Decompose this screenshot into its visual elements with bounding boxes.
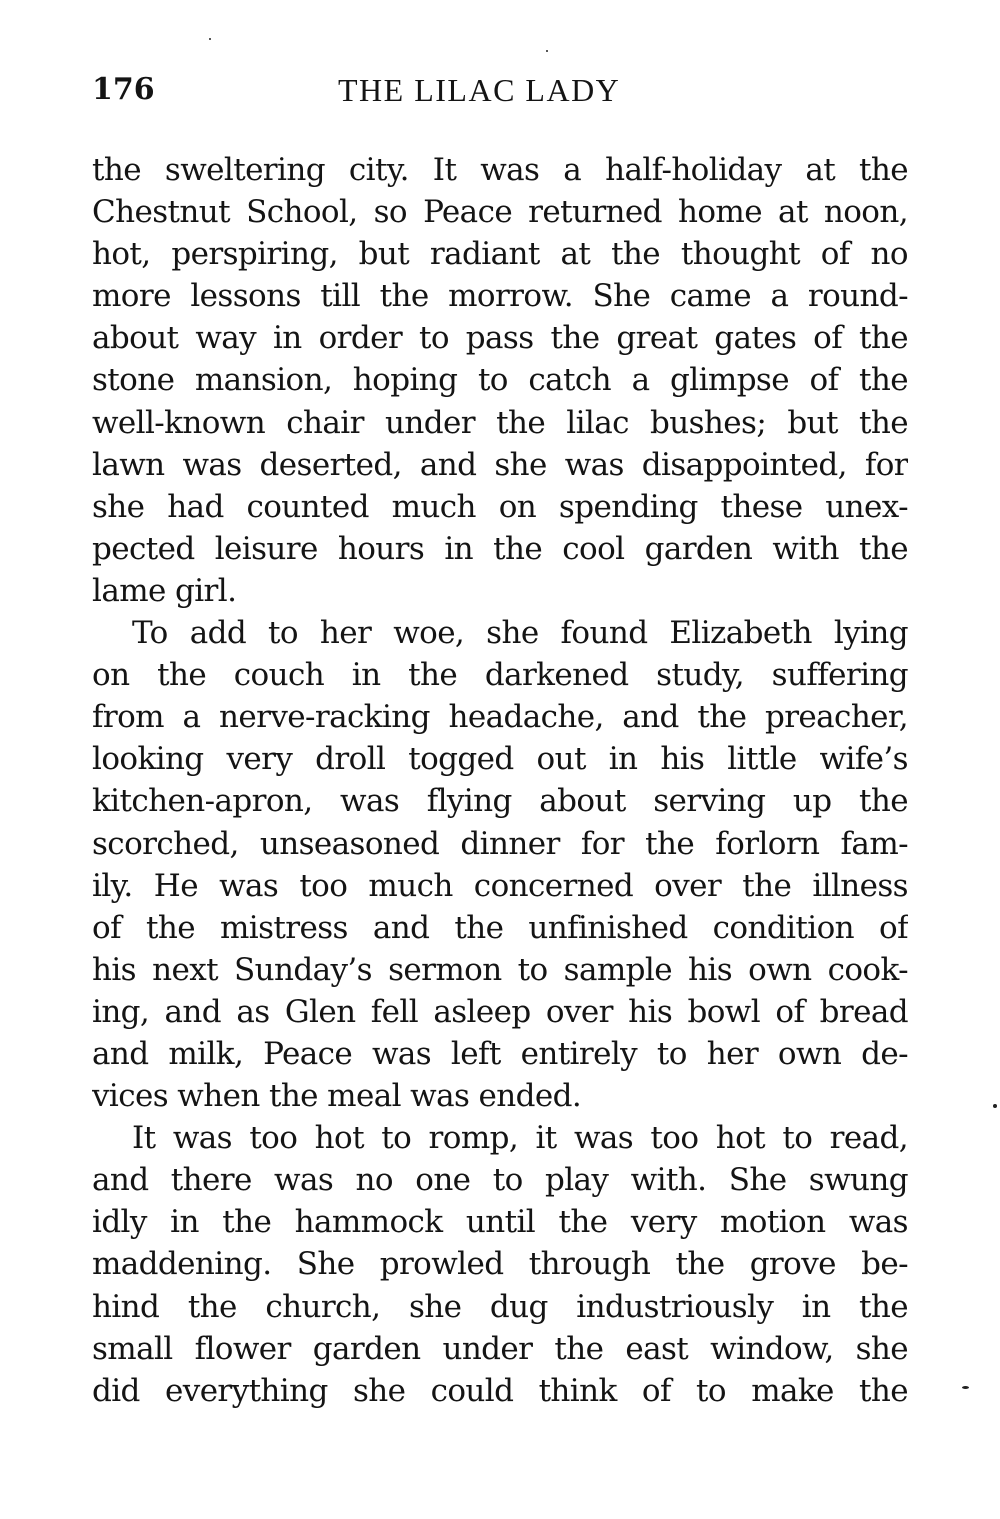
text-line: pected leisure hours in the cool garden with the bbox=[92, 530, 908, 567]
text-line: and there was no one to play with. She swung bbox=[92, 1162, 908, 1199]
text-line: and milk, Peace was left entirely to her own de- bbox=[92, 1035, 908, 1072]
text-line: maddening. She prowled through the grove be- bbox=[92, 1246, 908, 1283]
text-line: Chestnut School, so Peace returned home at noon, bbox=[92, 194, 908, 231]
text-line: stone mansion, hoping to catch a glimpse of the bbox=[92, 362, 908, 399]
text-line: hind the church, she dug industriously in the bbox=[92, 1288, 908, 1325]
text-line: of the mistress and the unfinished condition of bbox=[92, 909, 908, 946]
text-line: the sweltering city. It was a half-holiday at the bbox=[92, 152, 908, 188]
paragraph-end-line: vices when the meal was ended. bbox=[92, 1078, 582, 1115]
text-line: lawn was deserted, and she was disappointed, for bbox=[92, 446, 908, 483]
text-line: his next Sunday’s sermon to sample his own cook- bbox=[92, 951, 908, 988]
scan-speck bbox=[993, 1104, 997, 1108]
text-line: looking very droll togged out in his little wife’s bbox=[92, 741, 908, 778]
text-line: about way in order to pass the great gates of the bbox=[92, 320, 908, 357]
paragraph-start-line: It was too hot to romp, it was too hot to read, bbox=[132, 1120, 908, 1157]
scan-speck bbox=[209, 38, 211, 40]
text-line: well-known chair under the lilac bushes; but the bbox=[92, 404, 908, 441]
text-line: kitchen-apron, was flying about serving up the bbox=[92, 783, 908, 820]
scan-speck bbox=[962, 1386, 969, 1389]
text-line: hot, perspiring, but radiant at the thought of no bbox=[92, 236, 908, 273]
text-line: more lessons till the morrow. She came a round- bbox=[92, 278, 908, 315]
paragraph-start-line: To add to her woe, she found Elizabeth lying bbox=[132, 615, 908, 652]
book-title: THE LILAC LADY bbox=[338, 72, 621, 108]
text-line: on the couch in the darkened study, suffering bbox=[92, 657, 908, 694]
text-line: she had counted much on spending these unex- bbox=[92, 488, 908, 525]
text-line: idly in the hammock until the very motion was bbox=[92, 1204, 908, 1241]
body-text bbox=[92, 149, 908, 1412]
page-number: 176 bbox=[92, 72, 155, 107]
text-line: from a nerve-racking headache, and the preacher, bbox=[92, 699, 908, 736]
text-line: scorched, unseasoned dinner for the forlorn fam- bbox=[92, 825, 908, 862]
running-head bbox=[92, 70, 908, 114]
scan-speck bbox=[546, 50, 548, 52]
text-line: ily. He was too much concerned over the illness bbox=[92, 867, 908, 904]
text-line: ing, and as Glen fell asleep over his bowl of bread bbox=[92, 993, 908, 1030]
text-line: small flower garden under the east window, she bbox=[92, 1330, 908, 1367]
paragraph-end-line: lame girl. bbox=[92, 572, 237, 609]
text-line: did everything she could think of to make the bbox=[92, 1372, 908, 1409]
